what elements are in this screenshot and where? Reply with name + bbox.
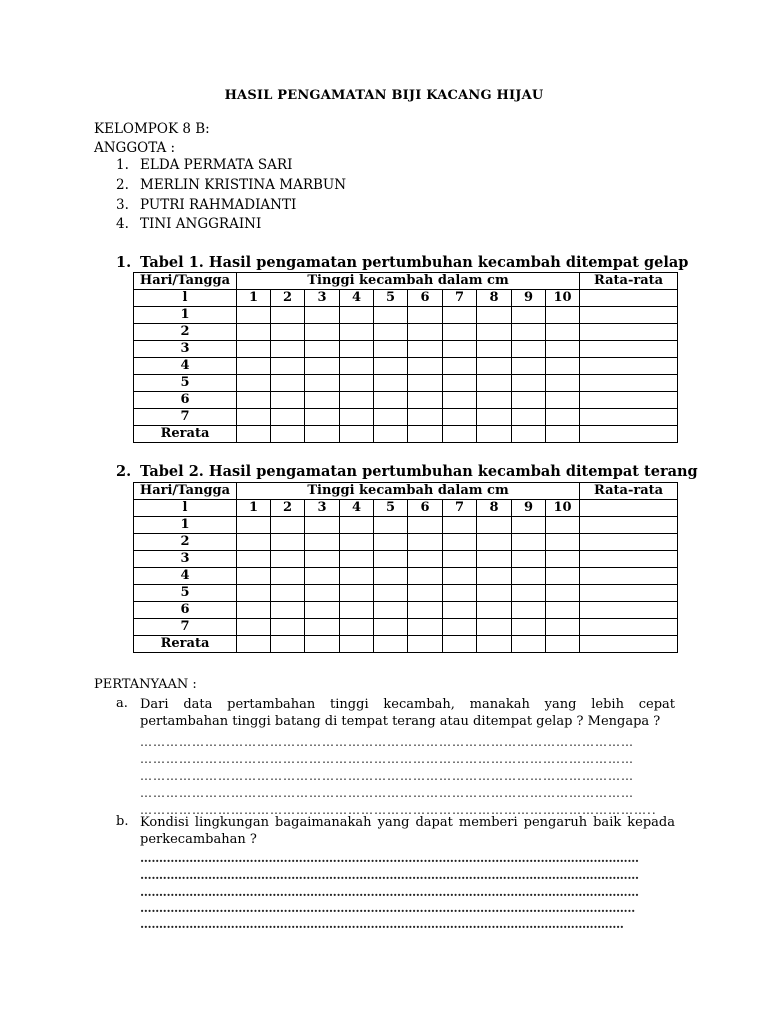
table-row: [134, 392, 678, 409]
row-label: 5: [134, 375, 237, 392]
footer-label: Rerata: [134, 426, 237, 443]
table-row: [134, 551, 678, 568]
table-row: [134, 585, 678, 602]
column-header: 1: [237, 500, 271, 517]
table-row: [134, 409, 678, 426]
member-number: 1.: [116, 157, 129, 173]
row-label: 3: [134, 341, 237, 358]
member-number: 2.: [116, 177, 129, 193]
answer-line[interactable]: ................................................................................................................................: [140, 918, 624, 930]
member-name: ELDA PERMATA SARI: [140, 157, 293, 173]
answer-line[interactable]: ……………………………………………………………………………………………………: [140, 787, 634, 799]
table-number: 2.: [116, 463, 132, 480]
table-row: [134, 619, 678, 636]
table-header-row: [134, 483, 678, 500]
footer-label: Rerata: [134, 636, 237, 653]
answer-line[interactable]: ....................................................................................................................................: [140, 869, 639, 881]
answer-line[interactable]: ....................................................................................................................................: [140, 886, 639, 898]
table-row: [134, 375, 678, 392]
header-day-top: Hari/Tangga: [134, 483, 237, 500]
question-letter: a.: [116, 696, 128, 711]
column-header: 8: [477, 290, 512, 307]
column-header: 5: [374, 500, 408, 517]
table-subheader-row: [134, 290, 678, 307]
answer-line[interactable]: ……………………………………………………………………………………………………: [140, 770, 634, 782]
row-label: 6: [134, 602, 237, 619]
table-row: [134, 517, 678, 534]
column-header: 10: [546, 500, 580, 517]
document-title: HASIL PENGAMATAN BIJI KACANG HIJAU: [224, 88, 544, 103]
header-height: Tinggi kecambah dalam cm: [237, 483, 580, 500]
table-footer-row: [134, 636, 678, 653]
column-header: 4: [340, 500, 374, 517]
row-label: 1: [134, 307, 237, 324]
column-header: 6: [408, 500, 443, 517]
answer-line[interactable]: ……………………………………………………………………………………………………: [140, 736, 634, 748]
table-light-observation: [133, 482, 678, 653]
column-header: 3: [305, 290, 340, 307]
column-header: 7: [443, 290, 477, 307]
questions-label: PERTANYAAN :: [94, 677, 197, 692]
answer-line[interactable]: ……………………………………………………………………………………………………: [140, 753, 634, 765]
column-header: 2: [271, 290, 305, 307]
row-label: 6: [134, 392, 237, 409]
table-row: [134, 324, 678, 341]
column-header: 4: [340, 290, 374, 307]
row-label: 1: [134, 517, 237, 534]
column-header: 5: [374, 290, 408, 307]
column-header: 2: [271, 500, 305, 517]
row-label: 7: [134, 619, 237, 636]
table-caption: Tabel 2. Hasil pengamatan pertumbuhan kecambah ditempat terang: [140, 463, 698, 480]
header-day-bottom: l: [134, 290, 237, 307]
member-name: MERLIN KRISTINA MARBUN: [140, 177, 347, 193]
answer-line[interactable]: ………………………………………………………………………………………………………..: [140, 804, 657, 816]
members-label: ANGGOTA :: [94, 140, 176, 156]
header-average: Rata-rata: [580, 483, 678, 500]
header-height: Tinggi kecambah dalam cm: [237, 273, 580, 290]
question-letter: b.: [116, 814, 129, 829]
row-label: 7: [134, 409, 237, 426]
column-header: 7: [443, 500, 477, 517]
column-header: 8: [477, 500, 512, 517]
column-header: 9: [512, 500, 546, 517]
header-day-top: Hari/Tangga: [134, 273, 237, 290]
header-day-bottom: l: [134, 500, 237, 517]
table-2-title: [116, 463, 698, 480]
table-row: [134, 568, 678, 585]
column-header: 6: [408, 290, 443, 307]
table-number: 1.: [116, 254, 132, 271]
member-number: 3.: [116, 197, 129, 213]
table-row: [134, 534, 678, 551]
member-number: 4.: [116, 216, 129, 232]
column-header: 3: [305, 500, 340, 517]
row-label: 2: [134, 324, 237, 341]
table-row: [134, 307, 678, 324]
table-row: [134, 358, 678, 375]
question-text: Dari data pertambahan tinggi kecambah, manakah yang lebih cepat pertambahan tinggi batang di tempat terang atau ditempat gelap ? Mengapa ?: [140, 697, 675, 729]
table-row: [134, 341, 678, 358]
row-label: 4: [134, 568, 237, 585]
member-name: TINI ANGGRAINI: [140, 216, 262, 232]
table-header-row: [134, 273, 678, 290]
table-row: [134, 602, 678, 619]
header-average: Rata-rata: [580, 273, 678, 290]
empty-cell: [580, 290, 678, 307]
table-caption: Tabel 1. Hasil pengamatan pertumbuhan kecambah ditempat gelap: [140, 254, 689, 271]
answer-line[interactable]: ...................................................................................................................................: [140, 902, 635, 914]
answer-line[interactable]: ....................................................................................................................................: [140, 852, 639, 864]
row-label: 4: [134, 358, 237, 375]
member-name: PUTRI RAHMADIANTI: [140, 197, 297, 213]
row-label: 5: [134, 585, 237, 602]
column-header: 1: [237, 290, 271, 307]
table-subheader-row: [134, 500, 678, 517]
group-label: KELOMPOK 8 B:: [94, 121, 210, 137]
table-1-title: [116, 254, 688, 271]
row-label: 3: [134, 551, 237, 568]
empty-cell: [580, 500, 678, 517]
question-text: Kondisi lingkungan bagaimanakah yang dapat memberi pengaruh baik kepada perkecambahan ?: [140, 815, 675, 847]
table-footer-row: [134, 426, 678, 443]
row-label: 2: [134, 534, 237, 551]
table-dark-observation: [133, 272, 678, 443]
column-header: 10: [546, 290, 580, 307]
column-header: 9: [512, 290, 546, 307]
